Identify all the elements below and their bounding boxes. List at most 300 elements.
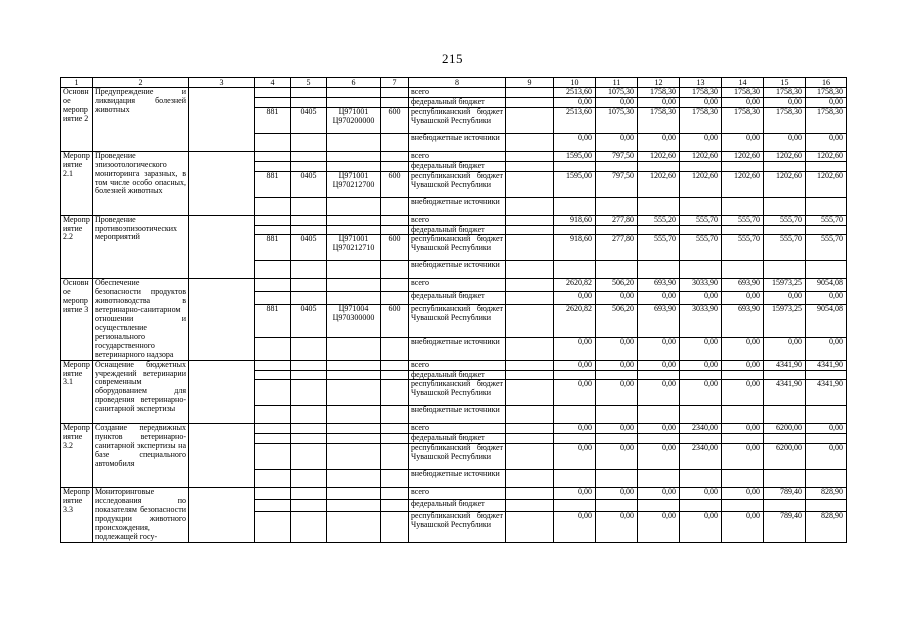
amount-cell: 0,00 [806, 292, 847, 305]
funding-source-cell: всего [409, 88, 506, 98]
amount-cell: 2513,60 [554, 88, 596, 98]
amount-cell [764, 370, 806, 380]
expense-type-code-cell [381, 434, 409, 444]
funding-source-cell: всего [409, 215, 506, 225]
amount-cell: 9054,08 [806, 279, 847, 292]
amount-cell [554, 161, 596, 171]
target-indicator-cell [506, 225, 554, 235]
amount-cell [638, 370, 680, 380]
funding-source-cell: всего [409, 488, 506, 500]
funding-source-cell: внебюджетные источники [409, 133, 506, 151]
section-code-cell [291, 370, 327, 380]
section-code-cell [291, 97, 327, 107]
target-indicator-cell [506, 434, 554, 444]
funding-source-cell: всего [409, 279, 506, 292]
target-item-code-cell [327, 444, 381, 470]
grbs-code-cell [255, 360, 291, 370]
grbs-code-cell [255, 370, 291, 380]
expense-type-code-cell [381, 97, 409, 107]
funding-source-cell: республиканский бюджет Чувашской Республики [409, 511, 506, 542]
grbs-code-cell [255, 499, 291, 511]
funding-source-cell: республиканский бюджет Чувашской Республики [409, 380, 506, 406]
amount-cell: 0,00 [680, 133, 722, 151]
amount-cell [596, 370, 638, 380]
amount-cell: 1758,30 [764, 107, 806, 133]
amount-cell [722, 434, 764, 444]
section-code-cell [291, 261, 327, 279]
column-number: 6 [327, 78, 381, 88]
expense-type-code-cell [381, 488, 409, 500]
amount-cell [722, 370, 764, 380]
funding-source-cell: внебюджетные источники [409, 261, 506, 279]
amount-cell: 918,60 [554, 235, 596, 261]
target-indicator-cell [506, 107, 554, 133]
target-item-code-cell [327, 380, 381, 406]
amount-cell [722, 499, 764, 511]
amount-cell: 4341,90 [764, 380, 806, 406]
amount-cell: 506,20 [596, 279, 638, 292]
amount-cell [680, 225, 722, 235]
amount-cell: 555,70 [722, 215, 764, 225]
grbs-code-cell [255, 161, 291, 171]
funding-source-cell: республиканский бюджет Чувашской Республики [409, 171, 506, 197]
amount-cell: 15973,25 [764, 279, 806, 292]
activity-type-cell: Основное мероприятие 3 [61, 279, 93, 360]
section-code-cell [291, 511, 327, 542]
funding-source-cell: внебюджетные источники [409, 406, 506, 424]
table-row [61, 360, 847, 370]
executor-cell [189, 279, 255, 360]
activity-name-cell: Мониторинговые исследования по показателям безопасности продукции животного происхождения, подлежащей госу- [93, 488, 189, 542]
section-code-cell [291, 444, 327, 470]
amount-cell: 0,00 [596, 360, 638, 370]
target-indicator-cell [506, 197, 554, 215]
section-code-cell [291, 279, 327, 292]
grbs-code-cell [255, 225, 291, 235]
grbs-code-cell [255, 88, 291, 98]
section-code-cell [291, 225, 327, 235]
expense-type-code-cell [381, 279, 409, 292]
target-indicator-cell [506, 488, 554, 500]
amount-cell: 0,00 [638, 97, 680, 107]
amount-cell: 0,00 [638, 424, 680, 434]
amount-cell: 0,00 [596, 380, 638, 406]
funding-source-cell: республиканский бюджет Чувашской Республики [409, 444, 506, 470]
amount-cell [680, 470, 722, 488]
amount-cell: 555,70 [806, 215, 847, 225]
amount-cell: 0,00 [638, 360, 680, 370]
activity-type-cell: Мероприятие 3.3 [61, 488, 93, 542]
amount-cell: 0,00 [554, 97, 596, 107]
amount-cell: 277,80 [596, 215, 638, 225]
amount-cell: 1758,30 [638, 88, 680, 98]
section-code-cell [291, 197, 327, 215]
amount-cell: 828,90 [806, 488, 847, 500]
grbs-code-cell [255, 444, 291, 470]
grbs-code-cell [255, 434, 291, 444]
page-number: 215 [442, 51, 463, 66]
amount-cell: 0,00 [722, 380, 764, 406]
target-item-code-cell [327, 499, 381, 511]
executor-cell [189, 215, 255, 279]
table-row [61, 88, 847, 98]
amount-cell: 555,70 [806, 235, 847, 261]
amount-cell [680, 434, 722, 444]
amount-cell: 1758,30 [806, 88, 847, 98]
amount-cell [596, 161, 638, 171]
amount-cell: 0,00 [680, 97, 722, 107]
grbs-code-cell [255, 380, 291, 406]
section-code-cell [291, 488, 327, 500]
amount-cell: 0,00 [680, 360, 722, 370]
section-code-cell: 0405 [291, 304, 327, 337]
section-code-cell [291, 215, 327, 225]
activity-name-cell: Оснащение бюджетных учреждений ветеринарии современным оборудованием для проведения ветеринарно-санитарной экспертизы [93, 360, 189, 424]
funding-source-cell: внебюджетные источники [409, 470, 506, 488]
target-indicator-cell [506, 337, 554, 360]
target-indicator-cell [506, 470, 554, 488]
expense-type-code-cell [381, 215, 409, 225]
activity-name-cell: Обеспечение безопасности продуктов животноводства в ветеринарно-санитарном отношении и осуществление регионального государственного ветеринарного надзора [93, 279, 189, 360]
amount-cell: 6200,00 [764, 444, 806, 470]
target-item-code-cell [327, 215, 381, 225]
target-item-code-cell [327, 151, 381, 161]
column-number: 15 [764, 78, 806, 88]
amount-cell: 0,00 [680, 380, 722, 406]
amount-cell [806, 470, 847, 488]
amount-cell [638, 470, 680, 488]
target-item-code-cell [327, 161, 381, 171]
target-item-code-cell [327, 360, 381, 370]
amount-cell: 555,70 [680, 215, 722, 225]
amount-cell: 555,70 [680, 235, 722, 261]
amount-cell [554, 470, 596, 488]
amount-cell: 1202,60 [722, 171, 764, 197]
target-item-code-cell: Ц971001 Ц970212700 [327, 171, 381, 197]
amount-cell: 1075,30 [596, 88, 638, 98]
expense-type-code-cell: 600 [381, 107, 409, 133]
amount-cell: 1758,30 [722, 88, 764, 98]
funding-source-cell: федеральный бюджет [409, 370, 506, 380]
activity-type-cell: Основное мероприятие 2 [61, 88, 93, 152]
funding-source-cell: республиканский бюджет Чувашской Республики [409, 235, 506, 261]
amount-cell: 0,00 [554, 380, 596, 406]
amount-cell [722, 225, 764, 235]
expense-type-code-cell: 600 [381, 304, 409, 337]
expense-type-code-cell [381, 499, 409, 511]
target-item-code-cell [327, 337, 381, 360]
amount-cell: 789,40 [764, 488, 806, 500]
amount-cell [554, 406, 596, 424]
amount-cell [638, 406, 680, 424]
amount-cell [638, 197, 680, 215]
amount-cell: 0,00 [680, 488, 722, 500]
activity-name-cell: Создание передвижных пунктов ветеринарно-санитарной экспертизы на базе специального автомобиля [93, 424, 189, 488]
amount-cell: 693,90 [638, 279, 680, 292]
amount-cell: 3033,90 [680, 279, 722, 292]
amount-cell [680, 197, 722, 215]
section-code-cell: 0405 [291, 107, 327, 133]
column-number: 7 [381, 78, 409, 88]
funding-source-cell: всего [409, 424, 506, 434]
amount-cell: 0,00 [680, 511, 722, 542]
amount-cell: 1202,60 [764, 151, 806, 161]
amount-cell: 828,90 [806, 511, 847, 542]
target-indicator-cell [506, 304, 554, 337]
target-indicator-cell [506, 499, 554, 511]
amount-cell: 1202,60 [722, 151, 764, 161]
amount-cell: 0,00 [722, 488, 764, 500]
amount-cell: 0,00 [722, 511, 764, 542]
section-code-cell [291, 499, 327, 511]
amount-cell: 1202,60 [680, 151, 722, 161]
funding-source-cell: федеральный бюджет [409, 225, 506, 235]
amount-cell: 0,00 [554, 511, 596, 542]
amount-cell: 0,00 [722, 133, 764, 151]
column-number: 11 [596, 78, 638, 88]
target-indicator-cell [506, 133, 554, 151]
amount-cell [680, 406, 722, 424]
amount-cell [722, 161, 764, 171]
amount-cell: 0,00 [554, 292, 596, 305]
amount-cell: 0,00 [722, 292, 764, 305]
expense-type-code-cell [381, 88, 409, 98]
amount-cell: 0,00 [554, 444, 596, 470]
grbs-code-cell: 881 [255, 235, 291, 261]
amount-cell [596, 499, 638, 511]
amount-cell: 0,00 [638, 292, 680, 305]
grbs-code-cell [255, 406, 291, 424]
amount-cell [764, 470, 806, 488]
section-code-cell [291, 380, 327, 406]
activity-type-cell: Мероприятие 3.1 [61, 360, 93, 424]
amount-cell: 0,00 [596, 444, 638, 470]
amount-cell [722, 197, 764, 215]
amount-cell: 1758,30 [680, 107, 722, 133]
amount-cell: 0,00 [722, 337, 764, 360]
amount-cell: 1202,60 [638, 151, 680, 161]
amount-cell: 693,90 [638, 304, 680, 337]
amount-cell: 1075,30 [596, 107, 638, 133]
amount-cell [554, 225, 596, 235]
amount-cell: 506,20 [596, 304, 638, 337]
amount-cell: 555,70 [638, 235, 680, 261]
grbs-code-cell [255, 197, 291, 215]
funding-source-cell: республиканский бюджет Чувашской Республики [409, 107, 506, 133]
amount-cell [806, 161, 847, 171]
amount-cell [554, 499, 596, 511]
amount-cell: 0,00 [722, 444, 764, 470]
target-indicator-cell [506, 444, 554, 470]
amount-cell [596, 197, 638, 215]
amount-cell: 6200,00 [764, 424, 806, 434]
funding-source-cell: федеральный бюджет [409, 499, 506, 511]
amount-cell [680, 261, 722, 279]
amount-cell: 0,00 [554, 488, 596, 500]
funding-source-cell: внебюджетные источники [409, 337, 506, 360]
target-item-code-cell [327, 424, 381, 434]
amount-cell: 789,40 [764, 511, 806, 542]
target-item-code-cell [327, 97, 381, 107]
funding-source-cell: внебюджетные источники [409, 197, 506, 215]
amount-cell: 555,70 [722, 235, 764, 261]
expense-type-code-cell [381, 292, 409, 305]
amount-cell [554, 370, 596, 380]
amount-cell: 0,00 [764, 292, 806, 305]
amount-cell: 0,00 [722, 97, 764, 107]
expense-type-code-cell [381, 360, 409, 370]
amount-cell: 1758,30 [680, 88, 722, 98]
executor-cell [189, 360, 255, 424]
target-item-code-cell: Ц971004 Ц970300000 [327, 304, 381, 337]
grbs-code-cell [255, 337, 291, 360]
grbs-code-cell [255, 292, 291, 305]
amount-cell [764, 406, 806, 424]
expense-type-code-cell [381, 337, 409, 360]
amount-cell: 555,70 [764, 235, 806, 261]
amount-cell: 1595,00 [554, 151, 596, 161]
amount-cell: 1202,60 [638, 171, 680, 197]
expense-type-code-cell: 600 [381, 235, 409, 261]
activity-name-cell: Проведение эпизоотологического мониторинга заразных, в том числе особо опасных, болезней животных [93, 151, 189, 215]
amount-cell: 9054,08 [806, 304, 847, 337]
amount-cell: 0,00 [806, 424, 847, 434]
amount-cell: 0,00 [596, 133, 638, 151]
amount-cell: 1758,30 [764, 88, 806, 98]
activity-name-cell: Предупреждение и ликвидация болезней животных [93, 88, 189, 152]
grbs-code-cell: 881 [255, 304, 291, 337]
amount-cell: 2340,00 [680, 444, 722, 470]
amount-cell: 15973,25 [764, 304, 806, 337]
amount-cell: 693,90 [722, 304, 764, 337]
expense-type-code-cell [381, 197, 409, 215]
section-code-cell [291, 292, 327, 305]
target-item-code-cell [327, 197, 381, 215]
amount-cell [680, 370, 722, 380]
target-item-code-cell [327, 488, 381, 500]
activity-name-cell: Проведение противоэпизоотических мероприятий [93, 215, 189, 279]
target-item-code-cell [327, 225, 381, 235]
amount-cell [596, 261, 638, 279]
activity-type-cell: Мероприятие 3.2 [61, 424, 93, 488]
amount-cell [806, 406, 847, 424]
target-indicator-cell [506, 235, 554, 261]
funding-source-cell: всего [409, 151, 506, 161]
target-item-code-cell [327, 88, 381, 98]
amount-cell [806, 225, 847, 235]
amount-cell: 4341,90 [806, 360, 847, 370]
amount-cell: 0,00 [596, 337, 638, 360]
target-item-code-cell [327, 292, 381, 305]
column-number: 14 [722, 78, 764, 88]
section-code-cell [291, 151, 327, 161]
amount-cell: 2340,00 [680, 424, 722, 434]
amount-cell: 0,00 [596, 424, 638, 434]
amount-cell [638, 499, 680, 511]
target-item-code-cell [327, 406, 381, 424]
amount-cell [722, 470, 764, 488]
expense-type-code-cell [381, 161, 409, 171]
amount-cell: 693,90 [722, 279, 764, 292]
amount-cell: 1758,30 [722, 107, 764, 133]
amount-cell: 0,00 [638, 380, 680, 406]
amount-cell [764, 197, 806, 215]
amount-cell: 277,80 [596, 235, 638, 261]
column-number: 13 [680, 78, 722, 88]
expense-type-code-cell [381, 380, 409, 406]
target-indicator-cell [506, 88, 554, 98]
amount-cell: 0,00 [596, 488, 638, 500]
amount-cell: 3033,90 [680, 304, 722, 337]
target-indicator-cell [506, 161, 554, 171]
amount-cell: 0,00 [554, 337, 596, 360]
funding-source-cell: федеральный бюджет [409, 434, 506, 444]
expense-type-code-cell [381, 470, 409, 488]
target-indicator-cell [506, 511, 554, 542]
column-number: 9 [506, 78, 554, 88]
column-number: 10 [554, 78, 596, 88]
target-indicator-cell [506, 360, 554, 370]
table-body [61, 88, 847, 543]
section-code-cell [291, 88, 327, 98]
column-number: 8 [409, 78, 506, 88]
grbs-code-cell [255, 133, 291, 151]
grbs-code-cell: 881 [255, 171, 291, 197]
target-item-code-cell [327, 261, 381, 279]
amount-cell [638, 161, 680, 171]
section-code-cell: 0405 [291, 235, 327, 261]
amount-cell: 1202,60 [806, 171, 847, 197]
amount-cell: 0,00 [596, 97, 638, 107]
target-indicator-cell [506, 215, 554, 225]
target-indicator-cell [506, 406, 554, 424]
amount-cell: 0,00 [806, 133, 847, 151]
target-indicator-cell [506, 151, 554, 161]
amount-cell [596, 406, 638, 424]
amount-cell [596, 470, 638, 488]
column-number: 12 [638, 78, 680, 88]
column-number: 2 [93, 78, 189, 88]
table-row [61, 424, 847, 434]
amount-cell [764, 261, 806, 279]
executor-cell [189, 88, 255, 152]
grbs-code-cell [255, 261, 291, 279]
grbs-code-cell [255, 470, 291, 488]
amount-cell [764, 434, 806, 444]
amount-cell [596, 434, 638, 444]
amount-cell: 1758,30 [638, 107, 680, 133]
amount-cell: 0,00 [806, 97, 847, 107]
executor-cell [189, 424, 255, 488]
target-item-code-cell [327, 370, 381, 380]
grbs-code-cell [255, 215, 291, 225]
amount-cell: 797,50 [596, 171, 638, 197]
target-item-code-cell [327, 434, 381, 444]
table-row [61, 215, 847, 225]
amount-cell [764, 161, 806, 171]
amount-cell: 0,00 [554, 424, 596, 434]
amount-cell [554, 434, 596, 444]
target-indicator-cell [506, 97, 554, 107]
amount-cell: 0,00 [596, 511, 638, 542]
amount-cell: 0,00 [680, 292, 722, 305]
amount-cell: 0,00 [638, 133, 680, 151]
amount-cell [554, 197, 596, 215]
amount-cell: 0,00 [764, 133, 806, 151]
amount-cell: 0,00 [638, 444, 680, 470]
expense-type-code-cell [381, 151, 409, 161]
amount-cell: 0,00 [764, 97, 806, 107]
